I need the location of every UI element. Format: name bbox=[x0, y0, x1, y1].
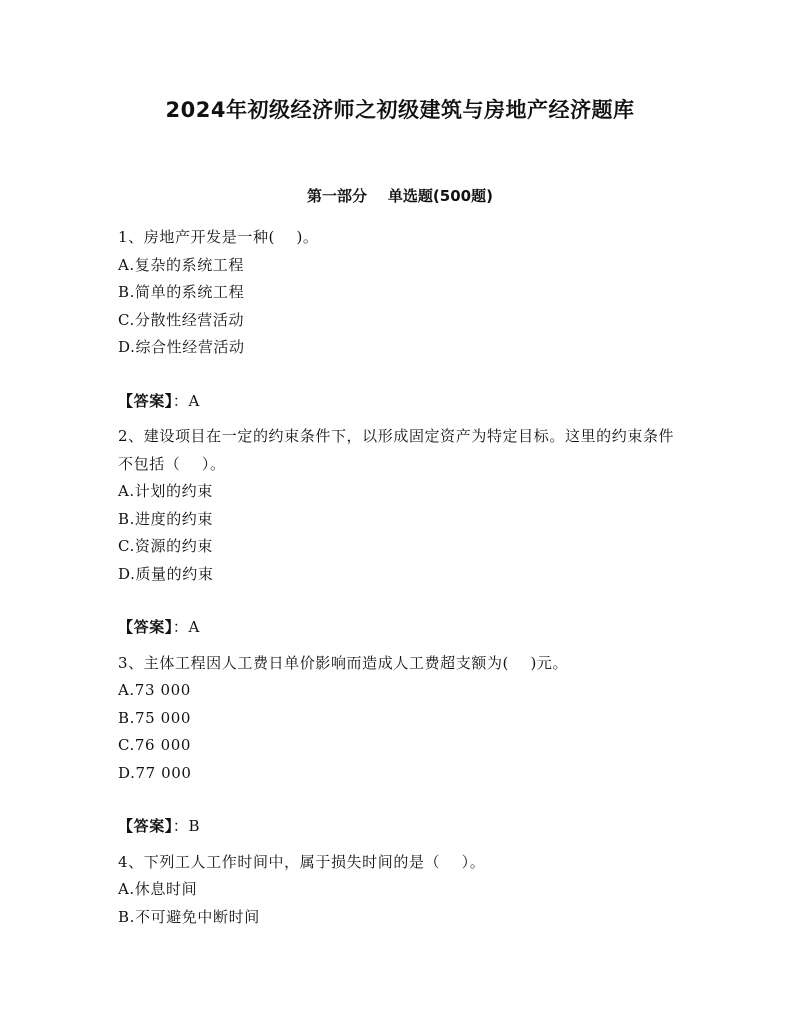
option-b: B.不可避免中断时间 bbox=[118, 907, 260, 926]
option-b: B.75 000 bbox=[118, 708, 192, 727]
section-heading: 第一部分 单选题(500题) bbox=[307, 187, 493, 205]
answer-label: 【答案】 bbox=[118, 391, 173, 410]
option-b: B.简单的系统工程 bbox=[118, 283, 245, 301]
question-3 bbox=[118, 650, 688, 841]
question-list bbox=[118, 224, 688, 931]
answer-value: A bbox=[188, 391, 200, 410]
answer-separator: ： bbox=[172, 817, 189, 835]
answer-line bbox=[118, 388, 688, 416]
option-c: C.76 000 bbox=[118, 736, 191, 754]
question-stem: 1、房地产开发是一种( )。 bbox=[118, 228, 319, 246]
answer-label: 【答案】 bbox=[118, 817, 173, 835]
answer-separator: ： bbox=[172, 618, 189, 636]
answer-separator: ： bbox=[172, 391, 189, 410]
answer-label: 【答案】 bbox=[118, 618, 173, 636]
question-stem: 3、主体工程因人工费日单价影响而造成人工费超支额为( )元。 bbox=[118, 653, 569, 672]
option-d: D.77 000 bbox=[118, 763, 192, 782]
option-d: D.综合性经营活动 bbox=[118, 338, 245, 356]
option-c: C.资源的约束 bbox=[118, 537, 213, 555]
question-stem: 2、建设项目在一定的约束条件下，以形成固定资产为特定目标。这里的约束条件不包括（ ）。 bbox=[118, 427, 675, 473]
question-stem: 4、下列工人工作时间中，属于损失时间的是（ ）。 bbox=[118, 852, 486, 871]
answer-line bbox=[118, 614, 688, 642]
option-d: D.质量的约束 bbox=[118, 564, 214, 583]
option-a: A.休息时间 bbox=[118, 880, 198, 898]
question-4 bbox=[118, 849, 688, 932]
option-b: B.进度的约束 bbox=[118, 509, 213, 528]
answer-line bbox=[118, 813, 688, 841]
option-c: C.分散性经营活动 bbox=[118, 310, 245, 329]
answer-value: B bbox=[188, 817, 201, 835]
option-a: A.计划的约束 bbox=[118, 482, 213, 500]
option-a: A.73 000 bbox=[118, 681, 191, 699]
answer-value: A bbox=[188, 618, 200, 636]
option-a: A.复杂的系统工程 bbox=[118, 255, 245, 274]
document-title: 2024年初级经济师之初级建筑与房地产经济题库 bbox=[165, 98, 635, 122]
question-1 bbox=[118, 224, 688, 415]
question-2 bbox=[118, 423, 688, 642]
